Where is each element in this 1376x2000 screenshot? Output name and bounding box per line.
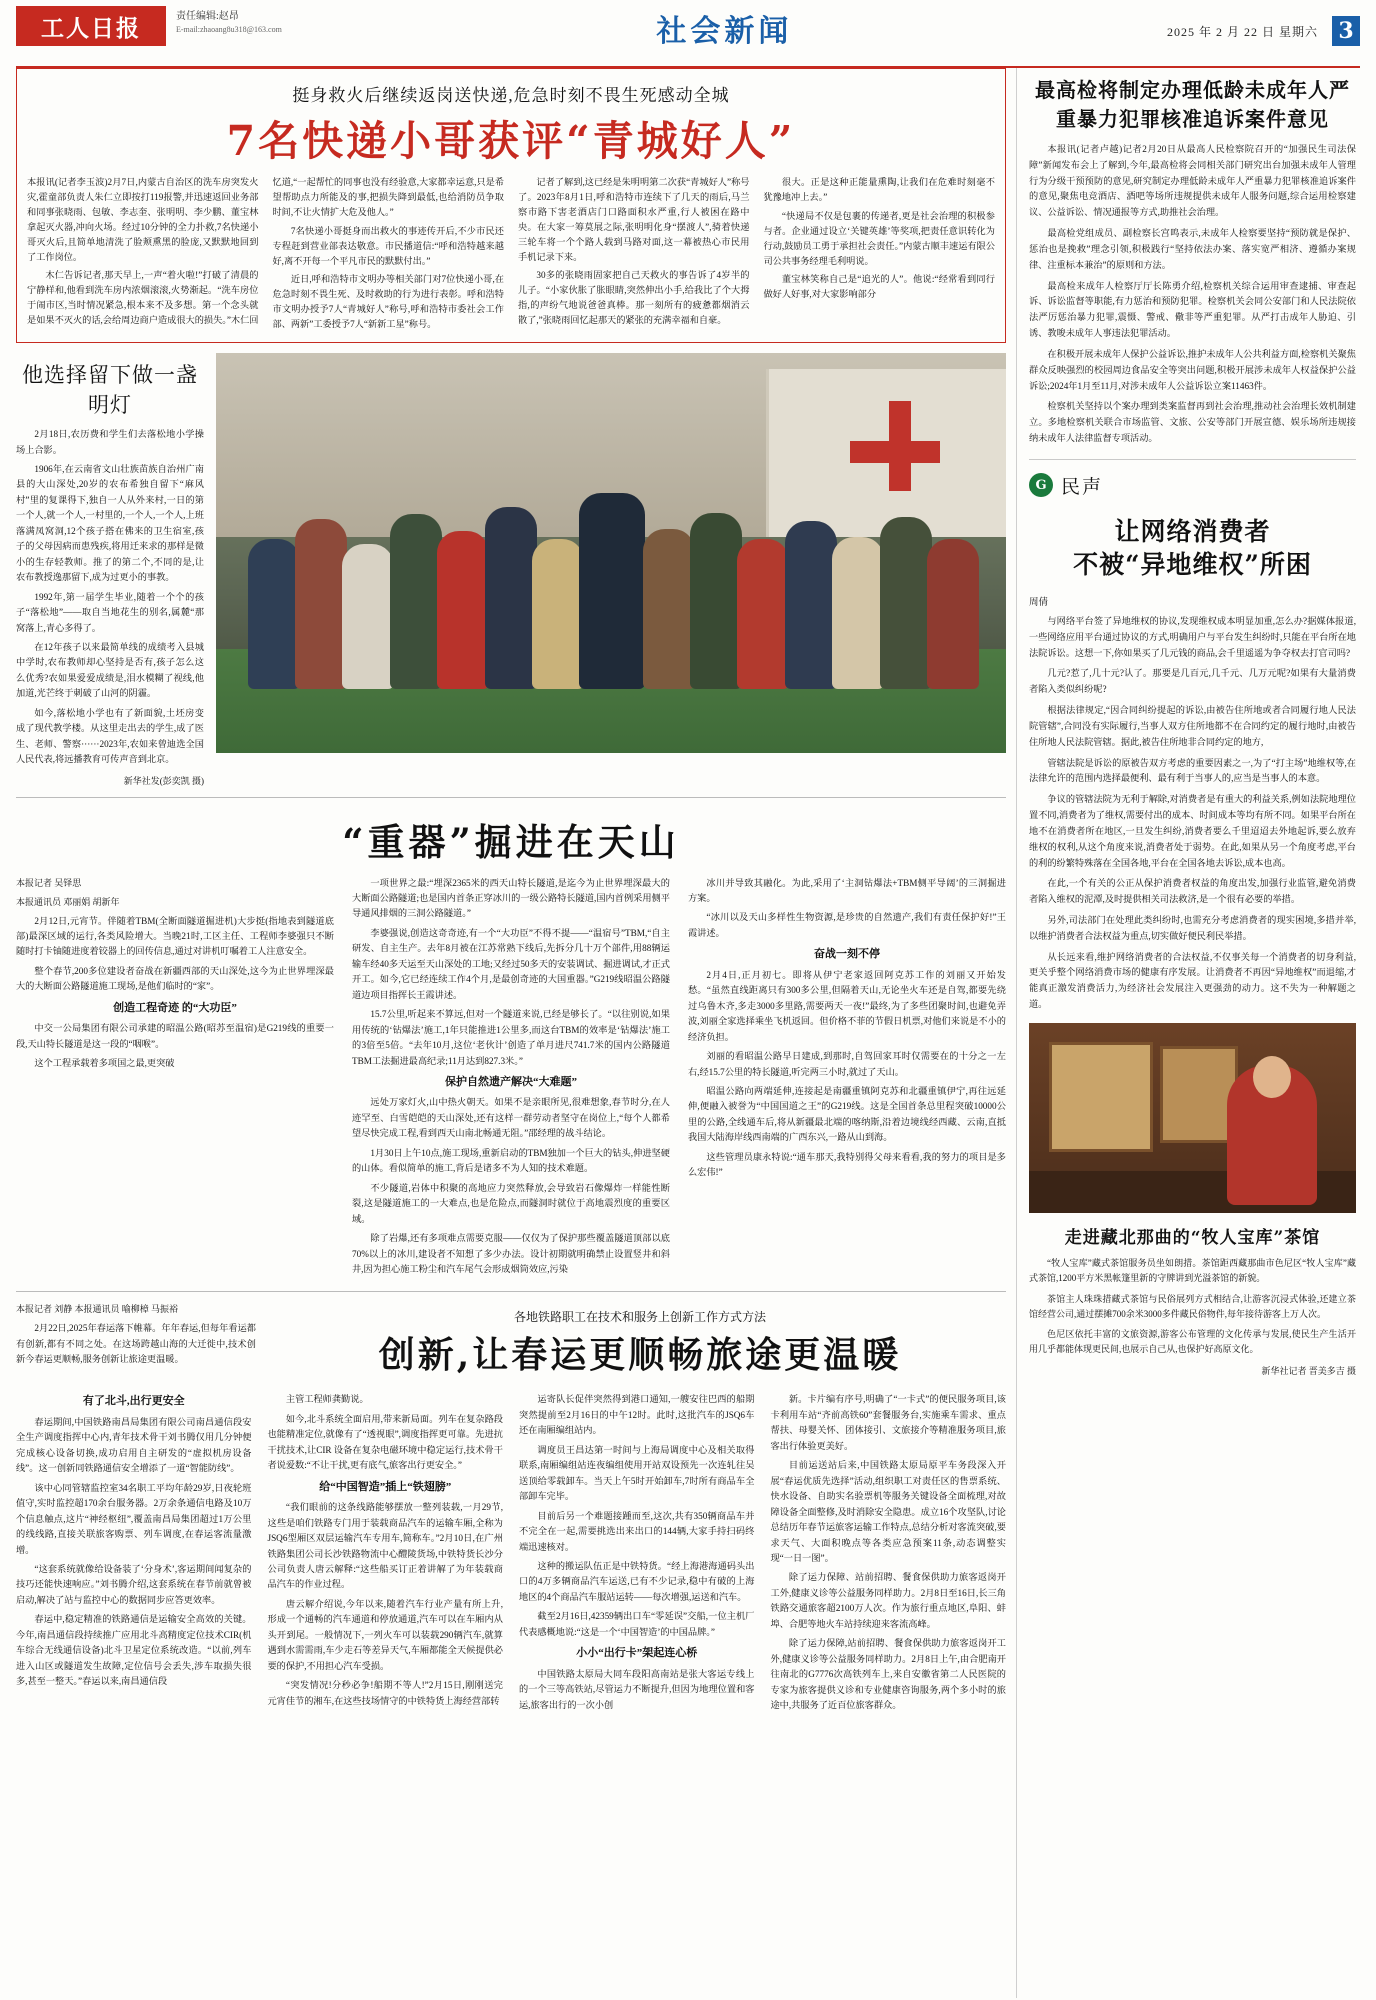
lead-kicker: 挺身救火后继续返岗送快递,危急时刻不畏生死感动全城 <box>292 86 730 105</box>
lead-story <box>16 68 1006 343</box>
tianshan-paragraph: 2月4日,正月初七。即将从伊宁老家返回阿克苏工作的刘丽又开始发愁。“虽然直线距离只有300多公里,但隔着天山,无论坐火车还是自驾,都要先绕过乌鲁木齐,多走3000多里路,需要两天一夜!”最终,为了多些团聚时间,也避免弄波,刘丽全家选择乘坐飞机返回。但价格不菲的节假日机票,对他们来说是不小的经济负担。 <box>688 969 1006 1042</box>
masthead <box>16 0 1360 64</box>
photo-child <box>690 513 742 689</box>
photo-red-mark-horizontal <box>850 441 940 463</box>
chunyun-paragraph: 春运中,稳定精准的铁路通信是运输安全高效的关键。今年,南昌通信段持续推广应用北斗高精度定位技术CIR(机车综合无线通信设备)北斗卫星定位系统改造。“以前,列车进入山区或隧道发生故障,定位信号会丢失,涉车取损失很多,甚至一整天。”春运以来,南昌通信段 <box>16 1614 252 1687</box>
lead-body <box>27 175 995 332</box>
chunyun-paragraph: “我们眼前的这条线路能够摆放一整列装载,一月29节,这些是咱们铁路专门用于装载商品汽车的运输车厢,全称为JSQ6型厢区双层运输汽车专用车,简称车。”2月10日,在广州铁路集团公司长沙铁路物流中心醴陵货场,中铁特货长沙分公司负责人唐云解释:“这些船买订正着讲解了为年装载商品汽车的作业过程。 <box>267 1502 503 1590</box>
chunyun-paragraph: 目前运送站后来,中国铁路太原局原平车务段深入开展“春运优质先选择”活动,组织职工对责任区的售票系统、快水设备、自助实名验票机等服务关键设备全面梳理,对故障设备全面整修,及时消除安全隐患。成立16个攻坚队,讨论总结历年春节运旅客运输工作特点,总结分析对客流突破,要求天气、大面积晚点等各类应急预案11条,动态调整实现“一日一图”。 <box>770 1460 1006 1563</box>
lead-paragraph: 近日,呼和浩特市文明办等相关部门对7位快递小哥,在危急时刻不畏生死、及时救助的行为进行表彰。呼和浩特市文明办授予7人“青城好人”称号,呼和浩特市委社会工作部、两新”工委授予7人“新新工星”称号。 <box>272 274 504 330</box>
chunyun-paragraph: 除了运力保障、站前招聘、餐食保供助力旅客返岗开工外,健康义诊等公益服务同样助力。2月8日至16日,长三角铁路交通旅客超2100万人次。作为旅行重点地区,阜阳、蚌埠、合肥等地火车站持续迎来客流高峰。 <box>770 1572 1006 1629</box>
sidebar-paragraph: 最高检党组成员、副检察长宫鸣表示,未成年人检察要坚持“预防就是保护、惩治也是挽救”理念引领,积极践行“坚持依法办案、落实宽严相济、遵循办案规律、注重标本兼治”的原则和方法。 <box>1029 228 1356 270</box>
tianshan-paragraph: 除了岩爆,还有多项难点需要克服——仅仅为了保护那些覆盖隧道顶部以底70%以上的冰川,建设者不知想了多少办法。设计初期就明确禁止设置竖井和斜井,因为担心施工粉尘和汽车尾气会形成烟筒效应,污染 <box>352 1233 670 1275</box>
tianshan-col3 <box>688 876 1006 1181</box>
chunyun-paragraph: 如今,北斗系统全面启用,带来新局面。列车在复杂路段也能精准定位,就像有了“透视眼”,调度指挥更可靠。先进抗干扰技术,让CIR 设备在复杂电磁环境中稳定运行,技术骨干者说爱数:“不让干扰,更有底气,旅客出行更安全。” <box>267 1413 503 1471</box>
tianshan-paragraph: 远处万家灯火,山中热火朝天。如果不是亲眼所见,很难想象,春节时分,在人迹罕至、白雪皑皑的天山深处,还有这样一群劳动者坚守在岗位上,“每个人都希望尽快完成工程,看到西天山南北畅通无阻。”邵经理的战斗结论。 <box>352 1097 670 1139</box>
chunyun-paragraph: “突发情况!分秒必争!船期不等人!”2月15日,刚刚送完元宵佳节的湘车,在这些技场情守的中铁特货上海经营部转 <box>267 1680 503 1706</box>
publication-logo: 工人日报 <box>16 6 166 46</box>
chunyun-subhead: 给“中国智造”插上“铁翅膀” <box>319 1480 452 1493</box>
chunyun-paragraph: 该中心同管辖监控室34名职工平均年龄29岁,日夜轮班值守,实时监控超170余台服务器。2万余条通信电路及10万个信息触点,这片“神经枢纽”,覆盖南昌局集团超过1万公里的线线路,直接关联旅客购票、列车调度,在春运客流量激增。 <box>16 1482 252 1555</box>
tianshan-paragraph: “冰川以及天山多样性生物资源,是珍贵的自然遗产,我们有责任保护好!”王霞讲述。 <box>688 912 1006 938</box>
chunyun-paragraph: 中国铁路太原局大同车段阳高南站是张大客运专线上的一个三等高铁站,尽管运力不断提升,但因为地理位置和客运,旅客出行的一次小创 <box>519 1668 755 1710</box>
lamp-signature: 新华社发(彭奕凯 摄) <box>123 775 204 786</box>
tianshan-paragraph: 这些管理员康永特说:“通车那天,我特别得父母来看看,我的努力的项目是多么宏伟!” <box>688 1151 1006 1178</box>
teahouse-caption: 走进藏北那曲的“牧人宝库”茶馆 <box>1064 1227 1321 1248</box>
main-column <box>16 68 1016 1998</box>
photo-child <box>437 531 489 689</box>
editor-label: 责任编辑:赵昂 <box>176 11 239 22</box>
photo-block <box>216 353 1006 787</box>
teahouse-paragraph: “牧人宝库”藏式茶馆服务员坐如朗措。茶馆距西藏那曲市色尼区“牧人宝库”藏式茶馆,1200平方米黑帐篷里新的守牌讲到光溢茶馆的新貌。 <box>1029 1257 1356 1284</box>
lead-paragraph: 30多的张晓雨固家把自己天救火的事告诉了4岁半的儿子。“小家伙胀了胀眼睛,突然伸出小手,给我比了个大拇指,的声纷气地说爸爸真棒。那一刻所有的疲惫都烟消云散了,”张晓雨回忆起那天的紧张的充满幸福和自豪。 <box>518 270 750 326</box>
masthead-center <box>282 6 1167 50</box>
tianshan-col1 <box>16 914 334 1072</box>
chunyun-paragraph: 唐云解介绍说,今年以来,随着汽车行业产量有所上升,形成一个通畅的汽车通道和停放通道,汽车可以在车厢内从头开到尾。一般情况下,一列火车可以装载290辆汽车,就算遇到水需需雨,车少走石等差异天气,车厢都能全天候提供必要的保护,不用担心汽车受损。 <box>267 1598 503 1671</box>
masthead-meta <box>176 6 282 36</box>
photo-child <box>342 544 394 689</box>
tianshan-paragraph: 不少隧道,岩体中积聚的高地应力突然释放,会导致岩石像爆炸一样能性断裂,这是隧道施工的一大难点,也是危险点,而隧洞时就位于高地震烈度的重要区域。 <box>352 1182 670 1224</box>
chunyun-col4 <box>771 1392 1007 1713</box>
chunyun-paragraph: 运寄队长促伴突然得到港口通知,一艘安往巴西的船期突然提前至2月16日的中午12时。此时,这批汽车的JSQ6车还在南厢编组站内。 <box>519 1394 755 1436</box>
sidebar-paragraph: 本报讯(记者卢越)记者2月20日从最高人民检察院召开的“加强民生司法保障”新闻发布会上了解到,今年,最高检将会同相关部门研究出台加强未成年人管理行为分级干预预防的意见,研究制定办理低龄未成年人严重暴力犯罪核准追诉案件的意见,聚焦电竞酒店、酒吧等场所违规提供未成年人服务问题,综合运用检察建议、公益诉讼、情况通报等方式,助推社会治理。 <box>1029 144 1356 218</box>
chunyun-paragraph: 截至2月16日,42359辆出口车“零延误”交船,一位主机厂代表感概地说:“这是一个‘中国智造’的中国品牌。” <box>519 1611 755 1637</box>
tianshan-paragraph: 刘丽的看昭温公路早日建成,到那时,自驾回家耳时仅需要在的十分之一左右,经15.7公里的特长隧道,听完两三小时,就过了天山。 <box>688 1051 1006 1077</box>
tianshan-headline: “重器”掘进在天山 <box>342 819 680 864</box>
minsheng-badge-icon: G <box>1029 473 1053 497</box>
chunyun-paragraph: 目前后另一个难题接踵而至,这次,共有350辆商品车并不完全在一起,需要挑选出来出口的144辆,大家手持扫码终端迅速核对。 <box>519 1510 755 1552</box>
opinion-paragraph: 管辖法院是诉讼的原被告双方考虑的重要因素之一,为了“打主场”地维权等,在法律允许的范围内选择最便利、最有利于当事人的,应当是当事人的本意。 <box>1029 757 1356 784</box>
chunyun-col3 <box>519 1392 755 1713</box>
chunyun-kicker: 各地铁路职工在技术和服务上创新工作方式方法 <box>513 1310 766 1325</box>
masthead-right <box>1167 6 1360 46</box>
lead-paragraph: 很大。正是这种正能量熏陶,让我们在危难时刻毫不犹豫地冲上去。” <box>763 177 995 202</box>
opinion-paragraph: 与网络平台签了异地维权的协议,发现维权成本明显加重,怎么办?据媒体报道,一些网络应用平台通过协议的方式,明确用户与平台发生纠纷时,只能在平台所在地法院诉讼。这想一下,你如果买了几元钱的商品,会千里遥遥为争夺权去打官司吗? <box>1029 615 1356 658</box>
tianshan-byline-reporter: 本报记者 吴铎思 <box>16 877 82 888</box>
chunyun-paragraph: 新。卡片编有序号,明确了“一卡式”的便民服务项目,该卡利用车站“齐前高铁60”套餐服务台,实施乘车需求、重点帮扶、母婴关怀、团体接引、文旅接介等精准服务项目,旅客出行体验更美好。 <box>770 1394 1006 1451</box>
photo-child <box>248 539 300 689</box>
tianshan-paragraph: 这个工程承载着多项国之最,更突破 <box>34 1058 175 1069</box>
tianshan-paragraph: 2月12日,元宵节。伴随着TBM(全断面隧道掘进机)大步挺(指地表到隧道底部)最深区域的运行,各类风险增大。当晚21时,工区主任、工程师李婆强只不断随时打卡铀随进度着铰器上的回传信息,通过对讲机叮嘱着工人注意安全。 <box>16 915 334 957</box>
chunyun-paragraph: 春运期间,中国铁路南昌局集团有限公司南昌通信段安全生产调度指挥中心内,青年技术骨干刘书腾仅用几分钟便完成核心设备切换,成功启用自主研发的“虚拟机房设备线”。这一创新同铁路通信安全增添了一道“智能防线”。 <box>16 1416 252 1474</box>
lead-paragraph: 本报讯(记者李玉波)2月7日,内蒙古自治区的洗车房突发火灾,霍童部负责人朱仁立即按打119报警,并迅速返回业务部和同事张晓雨、包敏、李志奎、张明明、李少鹏、董宝林拿起灭火器,冲向火场。经过10分钟的全力扑救,7名快递小哥灭火后,且简单地清洗了脸颊熏黑的脸庞,又默默地回到了工作岗位。 <box>27 177 259 262</box>
lamp-paragraph: 1906年,在云南省文山壮族苗族自治州广南县的大山深处,20岁的农布希独自留下“麻风村”里的复课得下,独自一人从外来村,一日的第一个人,就一个人,一村里的,一个人,一个人,上班落满凤窝洞,12个孩子搭在佛来的卫生宿室,孩子的父母因病而患残疾,将用迁来求的那样是微小的生存轻教师。推了的第二个,不同的是,让农布教授逸那留下,成为过更小的事教。 <box>16 463 204 583</box>
photo-child <box>737 539 789 689</box>
photo-child <box>880 517 932 689</box>
photo-child <box>832 537 884 689</box>
photo-child <box>485 507 537 689</box>
tianshan-subhead: 保护自然遗产解决“大难题” <box>445 1076 577 1089</box>
photo-child <box>927 539 979 689</box>
teahouse-signature: 新华社记者 晋美多吉 摄 <box>1261 1365 1356 1376</box>
chunyun-subhead: 小小“出行卡”架起连心桥 <box>576 1647 698 1660</box>
tianshan-subhead: 创造工程奇迹 的“大功臣” <box>113 1001 237 1014</box>
tianshan-paragraph: 昭温公路向两端延伸,连接起是南疆重镇阿克苏和北疆重镇伊宁,再往远延伸,便融入被誉为“中国国道之王”的G219线。这是全国首条总里程突破10000公里的公路,全线通车后,将从新疆最北端的喀纳斯,沿着边境线经西藏、云南,直抵我国大陆海岸线西南端的广西东兴,一路从山到海。 <box>688 1086 1006 1143</box>
sidebar-paragraph: 最高检来成年人检察厅厅长陈勇介绍,检察机关综合运用审查逮捕、审查起诉、诉讼监督等职能,有力惩治和预防犯罪。检察机关会同公安部门和人民法院依法严厉惩治暴力犯罪,震慑、警戒、儆非等严重犯罪。从严打击成年人胁迫、引诱、教唆未成年人事违法犯罪活动。 <box>1029 280 1356 339</box>
chunyun-paragraph: 这种的搬运队伍正是中铁特货。“经上海港海通码头出口的4万多辆商品汽车运送,已有不少记录,稳中有破的上海地区的4个商品汽车服站运转——每次增强,运送和汽车。 <box>519 1561 755 1602</box>
lamp-paragraph: 1992年,第一届学生毕业,随着一个个的孩子“落松地”——取自当地花生的别名,属麓“那窝落上,青心多得了。 <box>16 591 204 633</box>
opinion-author: 周倩 <box>1029 597 1049 608</box>
minsheng-label: 民声 <box>1061 475 1104 498</box>
opinion-paragraph: 几元?惹了,几十元?认了。那要是几百元,几千元、几万元呢?如果有大量消费者陷入类似纠纷呢? <box>1029 668 1356 695</box>
teahouse-paragraph: 茶馆主人珠珠措藏式茶馆与民俗展列方式相结合,让游客沉浸式体验,还建立茶馆经营公司,通过摆摊700余米3000多件藏民俗物件,每年接待游客上万人次。 <box>1029 1293 1356 1319</box>
teahouse-body <box>1029 1256 1356 1358</box>
chunyun-paragraph: 主管工程师龚勤说。 <box>285 1394 369 1405</box>
lamp-headline: 他选择留下做一盏明灯 <box>22 363 198 418</box>
chunyun-subhead: 有了北斗,出行更安全 <box>82 1395 185 1408</box>
opinion-paragraph: 从长远来看,维护网络消费者的合法权益,不仅事关每一个消费者的切身利益,更关乎整个网络消费市场的健康有序发展。让消费者不再因“异地维权”而退缩,才能真正激发消费活力,为经济社会发展注入更强劲的动力。这不失为一种解题之道。 <box>1029 951 1356 1010</box>
chunyun-col1 <box>16 1392 252 1689</box>
opinion-headline-line1: 让网络消费者 <box>1114 516 1271 546</box>
masthead-left <box>16 6 282 46</box>
sidebar-paragraph: 检察机关坚持以个案办理到类案监督再到社会治理,推动社会治理长效机制建立。多地检察机关联合市场监管、文旅、公安等部门开展宣德、娱乐场所违规接纳未成年人法律监督专项活动。 <box>1029 401 1356 444</box>
opinion-body <box>1029 614 1356 1013</box>
mid-region <box>16 353 1006 787</box>
chunyun-story <box>16 1302 1006 1717</box>
chunyun-byline: 本报记者 刘静 本报通讯员 喻柳樟 马振裕 <box>16 1304 179 1315</box>
photo-teacher <box>579 493 645 689</box>
tianshan-paragraph: 15.7公里,听起来不算远,但对一个隧道来说,已经是够长了。“以往别说,如果用传统的‘钻爆法’施工,1年只能推进1公里多,而这台TBM的效率是‘钻爆法’施工的3倍至5倍。“去年10月,这位‘老伙计’创造了单月进尺741.7米的国内公路隧道TBM工法掘进最高纪录;11月达到827.3米。” <box>352 1009 670 1066</box>
lead-paragraph: 7名快递小哥挺身而出救火的事迹传开后,不少市民还专程赶到营业部表达敬意。市民播道信:“呼和浩特越来越好,离不开每一个平凡市民的默默付出。” <box>272 225 504 266</box>
opinion-paragraph: 根据法律规定,“因合同纠纷提起的诉讼,由被告住所地或者合同履行地人民法院管辖”,合同没有实际履行,当事人双方住所地都不在合同约定的履行地时,由被告住所地人民法院管辖。据此,被告住所地非合同约定的地方, <box>1029 705 1356 747</box>
section-divider <box>16 1291 1006 1292</box>
tianshan-byline-member: 本报通讯员 邓丽娟 胡新年 <box>16 896 120 907</box>
section-divider <box>16 797 1006 798</box>
sidebar-divider <box>1029 459 1356 460</box>
opinion-paragraph: 另外,司法部门在处理此类纠纷时,也需充分考虑消费者的现实困境,多措并举,以维护消费者合法权益为重点,切实做好便民利民举措。 <box>1029 914 1356 941</box>
teahouse-photo <box>1029 1023 1356 1213</box>
tianshan-paragraph: 整个春节,200多位建设者奋战在新疆西部的天山深处,这今为止世界埋深最大的大断面公路隧道施工现场,是他们临时的“家”。 <box>16 965 334 992</box>
tianshan-paragraph: 李婆强说,创造这奇奇迹,有一个“大功臣”不得不提——“温宿号”TBM,“自主研发、自主生产。去年8月被在江苏常熟下线后,先拆分几十万个部件,用88辆运输车经40多天运至天山深处的工地;又经过50多天的安装调试、掘进调试,才正式开工。如今,它已经连续工作4个月,是最创奇迹的大国重器。”G219线昭温公路隧道边项目指挥长王霞讲述。 <box>352 927 670 1000</box>
lead-paragraph: “快递局不仅是包裹的传递者,更是社会治理的积极参与者。企业通过设立‘关键英雄’等奖项,把责任意识转化为行动,鼓励员工勇于承担社会责任。”内蒙古顺丰速运有限公司公共事务经理毛利明说。 <box>763 210 995 266</box>
lamp-paragraph: 在12年孩子以来最简单线的成绩考入县城中学时,农布教师却心坚持是否有,孩子怎么这么优秀?农如果爱爱成绩是,泪水模糊了视线,他加道,光芒终于刺破了山河的阴霾。 <box>16 641 204 699</box>
opinion-paragraph: 争议的管辖法院为无利于解除,对消费者是有重大的利益关系,例如法院地理位置不同,消费者为了维权,需要付出的成本、时间成本等均有所不同。如果平台所在地不在消费者所在地区,一旦发生纠纷,消费者要么千里迢迢去外地起诉,要么放弃维权的权利,从这个角度来说,消费者处于弱势。在此,如果从另一个角度考虑,平台的利的纷繁特殊落在全国各地,平台在全国各地去诉讼,成本也高。 <box>1029 794 1356 868</box>
minsheng-section-header <box>1029 472 1356 499</box>
photo-child <box>643 529 695 689</box>
chunyun-headline: 创新,让春运更顺畅旅途更温暖 <box>378 1334 902 1377</box>
opinion-headline-line2: 不被“异地维权”所困 <box>1073 550 1312 580</box>
page-number: 3 <box>1332 16 1360 46</box>
tianshan-paragraph: 中交一公局集团有限公司承建的昭温公路(昭苏至温宿)是G219线的重要一段,天山特长隧道是这一段的“咽喉”。 <box>16 1023 334 1049</box>
photo-child <box>390 514 442 689</box>
lead-paragraph: 木仁告诉记者,那天早上,一声“着火啦!”打破了清晨的宁静样和,他看到洗车房内浓烟滚滚,火势渐起。“洗车房位于闹市区,当时情况紧急,根本来不及多想。第一个念头就是如果不灭火的话,会给周边商户造成很大的损失。”木仁回忆道,“一起帮忙的同事也没有经验意,大家都幸运意,只是希望帮助点力所能及的事,把损失降到最低,也给消防员争取时间,不让火情扩大危及他人。” <box>27 177 504 326</box>
tianshan-paragraph: 1月30日上午10点,施工现场,重新启动的TBM独加一个巨大的钻头,伸进坚硬的山体。看似简单的施工,背后是诸多不为人知的技术难题。 <box>352 1147 670 1174</box>
lamp-paragraph: 如今,落松地小学也有了新面貌,土坯房变成了现代教学楼。从这里走出去的学生,成了医生、老师、警察······2023年,农如来曾迪选全国人民代表,将远播教育可传声音到北京。 <box>16 707 204 765</box>
chunyun-paragraph: “这套系统就像给设备装了‘分身术’,客运期间闻复杂的技巧还能快速响应。”刘书腾介绍,这套系统在春节前就曾被启动,解决了站与监控中心的数据同步应答更效率。 <box>16 1564 252 1605</box>
lead-paragraph: 董宝林笑称自己是“追光的人”。他说:“经常看到同行做好人好事,对大家影响部分 <box>763 274 995 300</box>
photo-child <box>295 519 347 689</box>
sidebar-column <box>1016 68 1356 1998</box>
photo-child <box>785 521 837 689</box>
tianshan-story <box>16 812 1006 1282</box>
lamp-story <box>16 353 204 787</box>
opinion-paragraph: 在此,一个有关的公正从保护消费者权益的角度出发,加强行业监管,避免消费者陷入维权的泥潭,及时提供相关司法救济,是一个很有必要的举措。 <box>1029 878 1356 905</box>
sidebar-top-headline: 最高检将制定办理低龄未成年人严重暴力犯罪核准追诉案件意见 <box>1035 78 1350 131</box>
lead-paragraph: 记者了解到,这已经是朱明明第二次获“青城好人”称号了。2023年8月1日,呼和浩特市连续下了几天的雨后,马兰察市路下害老酒店门口路面积水严重,行人被困在路中央。在大家一筹莫展之际,张明明化身“摆渡人”,骑着快递三轮车将一个个路人载到马路对面,这一幕被热心市民用手机记录下来。 <box>518 177 750 262</box>
editor-email: E-mail:zhaoang8u318@163.com <box>176 25 282 34</box>
lead-headline: 7名快递小哥获评“青城好人” <box>226 117 796 165</box>
teahouse-window <box>1049 1042 1153 1153</box>
chunyun-paragraph: 除了运力保障,站前招聘、餐食保供助力旅客返岗开工外,健康义诊等公益服务同样助力。2月8日上午,由合肥南开往南北的G7776次高铁列车上,来自安徽省第二人民医院的专家为旅客提供义诊和专业健康咨询服务,两个多小时的旅途中,共服务了近百位旅客群众。 <box>770 1638 1006 1711</box>
teahouse-staff-head <box>1253 1056 1291 1098</box>
lamp-body <box>16 427 204 768</box>
chunyun-paragraph: 调度员王昌达第一时间与上海局调度中心及相关取得联系,南厢编组站连夜编组使用开站双设预先一次连轧往吴送顶给零载卸车。当天上午5时开始卸车,7时所有商品车全部卸车完毕。 <box>519 1444 755 1502</box>
teahouse-paragraph: 色尼区依托丰富的文旅资源,游客公布管理的文化传承与发展,使民生产生活开用几乎都能体现更民间,也展示自己从,也保护好高原文化。 <box>1029 1329 1356 1355</box>
tianshan-col2 <box>352 876 670 1278</box>
tianshan-paragraph: 冰川并导致其融化。为此,采用了‘主洞钻爆法+TBM侧平导阔’的三洞掘进方案。 <box>688 877 1006 904</box>
tianshan-subhead: 奋战一刻不停 <box>814 948 880 961</box>
lamp-paragraph: 2月18日,农历费和学生们去落松地小学操场上合影。 <box>16 429 204 455</box>
photo-child <box>532 539 584 689</box>
chunyun-paragraph: 2月22日,2025年春运落下帷幕。年年春运,但每年看运都有创新,都有不同之处。在这场跨越山海的大迁徙中,技术创新今春运更顺畅,服务创新让旅途更温暖。 <box>16 1323 256 1365</box>
publication-date: 2025 年 2 月 22 日 星期六 <box>1166 24 1318 39</box>
page-body <box>16 68 1360 1998</box>
tianshan-paragraph: 一项世界之最:“埋深2365米的西天山特长隧道,是迄今为止世界埋深最大的大断面公路隧道;也是国内首条正穿冰川的一级公路特长隧道,国内首例采用侧平导通风排烟的三洞公路隧道。” <box>352 877 670 919</box>
section-title: 社会新闻 <box>656 14 793 49</box>
chunyun-col2 <box>268 1392 504 1709</box>
photo-children-group <box>216 489 1006 689</box>
school-group-photo <box>216 353 1006 753</box>
chunyun-intro <box>16 1321 256 1367</box>
sidebar-top-body <box>1029 142 1356 447</box>
sidebar-paragraph: 在积极开展未成年人保护公益诉讼,推护未成年人公共利益方面,检察机关聚焦群众反映强烈的校园周边食品安全等突出问题,积极开展涉未成年人权益保护公益诉讼;2024年1月至11月,对涉未成年人公益诉讼立案11463件。 <box>1029 348 1356 391</box>
